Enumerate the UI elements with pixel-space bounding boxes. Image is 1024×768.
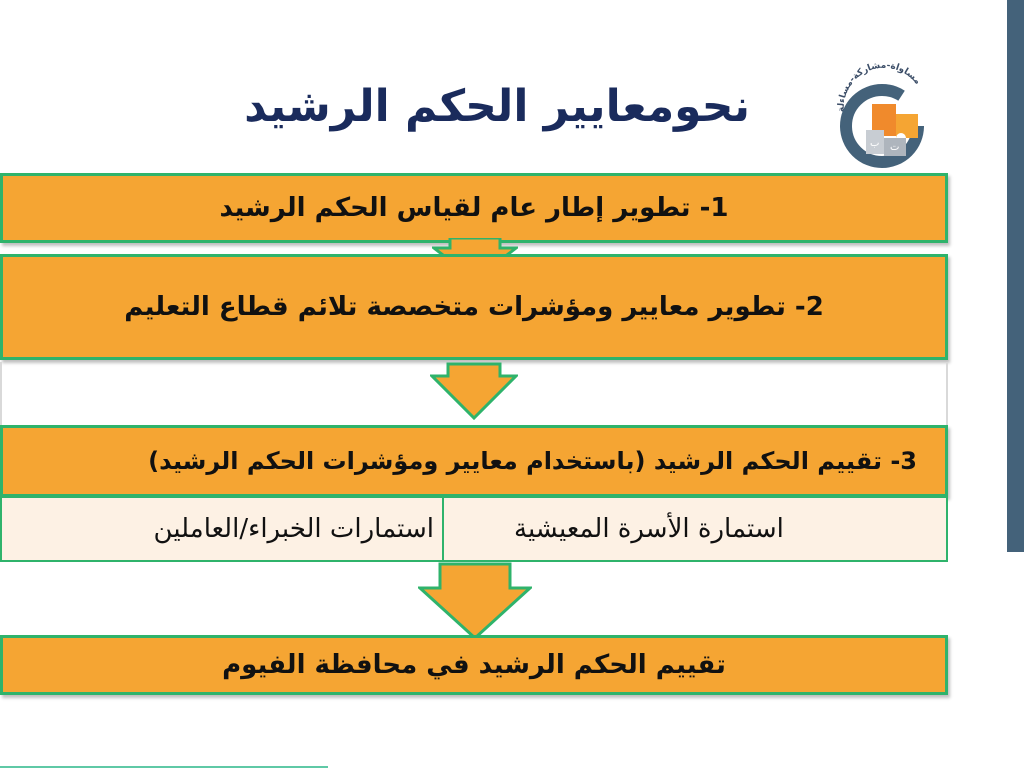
tool-experts-form: استمارات الخبراء/العاملين — [2, 498, 444, 560]
tool-household-form: استمارة الأسرة المعيشية — [514, 514, 784, 544]
svg-text:ت: ت — [890, 142, 900, 153]
step-3-box — [0, 425, 948, 497]
step-1-label: 1- تطوير إطار عام لقياس الحكم الرشيد — [219, 193, 729, 223]
step-2-box — [0, 254, 948, 360]
step-2-label: 2- تطوير معايير ومؤشرات متخصصة تلائم قطاع التعليم — [124, 292, 824, 322]
right-accent-bar — [1007, 0, 1024, 552]
svg-text:ب: ب — [870, 138, 880, 149]
step-3-label: 3- تقييم الحكم الرشيد (باستخدام معايير ومؤشرات الحكم الرشيد) — [148, 447, 917, 475]
result-label: تقييم الحكم الرشيد في محافظة الفيوم — [222, 650, 726, 680]
slide-title: نحومعايير الحكم الرشيد — [244, 81, 750, 132]
logo-text: مساواة-مشاركة-مساءلة — [836, 60, 923, 113]
side-divider-right — [946, 362, 948, 426]
logo-icon — [826, 52, 938, 172]
step-1-box — [0, 173, 948, 243]
arrow-down-icon — [430, 362, 518, 420]
result-box — [0, 635, 948, 695]
tools-row — [0, 496, 948, 562]
arrow-down-icon — [418, 562, 532, 640]
side-divider-left — [0, 362, 2, 426]
